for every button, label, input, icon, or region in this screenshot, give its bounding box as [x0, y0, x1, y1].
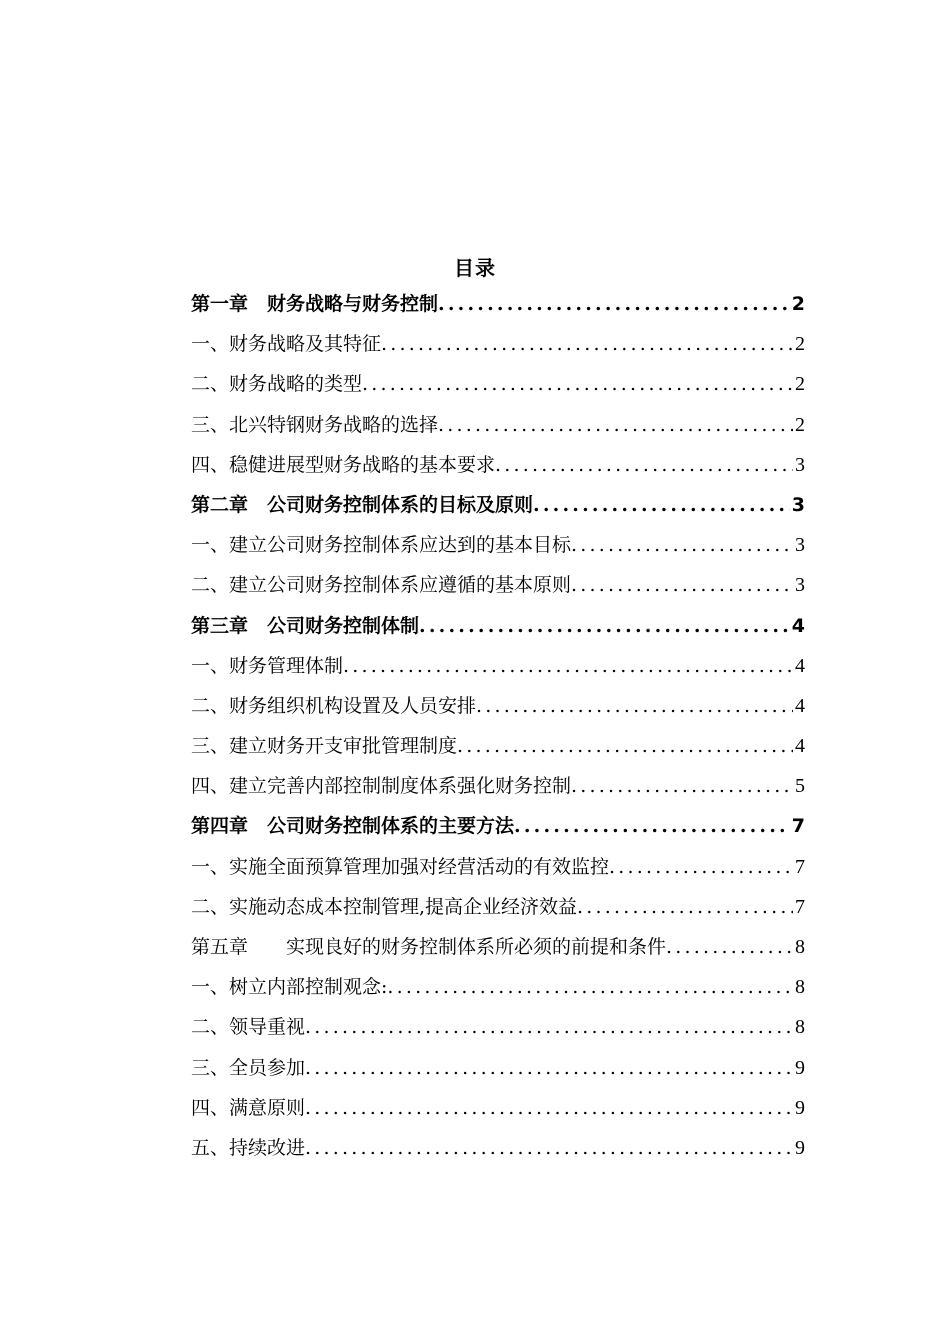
toc-page-number: 7 [791, 815, 805, 838]
toc-entry-label: 二、领导重视 [191, 1016, 306, 1039]
toc-page-number: 4 [791, 614, 805, 637]
toc-entry-label: 四、建立完善内部控制制度体系强化财务控制 [191, 775, 572, 798]
toc-entry-label: 第一章 财务战略与财务控制 [191, 293, 439, 315]
toc-dot-leader [438, 405, 793, 445]
toc-entry-label: 第三章 公司财务控制体制 [191, 614, 420, 637]
toc-entry-label: 一、建立公司财务控制体系应达到的基本目标 [191, 534, 572, 557]
toc-dot-leader [387, 967, 793, 1007]
toc-entry-label: 第四章 公司财务控制体系的主要方法 [191, 815, 515, 838]
toc-dot-leader [571, 766, 793, 806]
toc-dot-leader [495, 445, 793, 485]
toc-section-entry[interactable] [191, 1048, 805, 1088]
toc-dot-leader [533, 485, 790, 525]
toc-section-entry[interactable] [191, 927, 805, 967]
toc-entry-label: 一、财务战略及其特征 [191, 333, 382, 356]
toc-entry-label: 一、树立内部控制观念: [191, 976, 388, 999]
toc-page-number: 2 [795, 373, 805, 396]
toc-chapter-entry[interactable] [191, 485, 805, 525]
toc-dot-leader [571, 565, 793, 605]
toc-chapter-entry[interactable] [191, 284, 805, 324]
toc-page-number: 2 [795, 413, 805, 436]
toc-entry-label: 第五章 实现良好的财务控制体系所必须的前提和条件 [191, 936, 667, 958]
toc-dot-leader [577, 887, 793, 927]
toc-dot-leader [343, 646, 793, 686]
toc-entry-label: 第二章 公司财务控制体系的目标及原则 [191, 493, 534, 516]
toc-dot-leader [457, 726, 793, 766]
toc-section-entry[interactable] [191, 646, 805, 686]
toc-entry-label: 五、持续改进 [191, 1136, 306, 1159]
toc-section-entry[interactable] [191, 324, 805, 364]
toc-page-number: 4 [795, 694, 805, 717]
toc-section-entry[interactable] [191, 1088, 805, 1128]
toc-entry-label: 三、北兴特钢财务战略的选择 [191, 413, 439, 436]
toc-entry-label: 二、建立公司财务控制体系应遵循的基本原则 [191, 574, 572, 597]
toc-dot-leader [305, 1088, 793, 1128]
toc-section-entry[interactable] [191, 726, 805, 766]
toc-section-entry[interactable] [191, 445, 805, 485]
toc-section-entry[interactable] [191, 1128, 805, 1168]
toc-section-entry[interactable] [191, 405, 805, 445]
toc-title: 目录 [454, 256, 496, 280]
toc-entry-label: 三、建立财务开支审批管理制度 [191, 735, 458, 758]
toc-entry-label: 四、满意原则 [191, 1096, 306, 1119]
toc-page-number: 4 [795, 735, 805, 758]
toc-dot-leader [305, 1128, 793, 1168]
toc-page-number: 5 [795, 775, 805, 798]
toc-section-entry[interactable] [191, 525, 805, 565]
toc-page-number: 3 [795, 453, 805, 476]
toc-section-entry[interactable] [191, 847, 805, 887]
toc-page-number: 7 [795, 895, 805, 918]
toc-dot-leader [666, 927, 793, 967]
toc-entry-label: 一、实施全面预算管理加强对经营活动的有效监控 [191, 855, 610, 878]
toc-section-entry[interactable] [191, 887, 805, 927]
toc-section-entry[interactable] [191, 565, 805, 605]
toc-list [191, 284, 805, 1168]
toc-dot-leader [476, 686, 793, 726]
toc-dot-leader [514, 806, 790, 846]
toc-page-number: 8 [795, 936, 805, 958]
toc-page-number: 2 [795, 333, 805, 356]
toc-chapter-entry[interactable] [191, 806, 805, 846]
toc-page-number: 4 [795, 654, 805, 677]
toc-page-number: 9 [795, 1136, 805, 1159]
toc-dot-leader [609, 847, 793, 887]
toc-section-entry[interactable] [191, 686, 805, 726]
toc-dot-leader [419, 606, 790, 646]
toc-page-number: 9 [795, 1096, 805, 1119]
toc-entry-label: 四、稳健进展型财务战略的基本要求 [191, 453, 496, 476]
toc-chapter-entry[interactable] [191, 606, 805, 646]
toc-page-number: 2 [791, 293, 805, 315]
toc-entry-label: 二、实施动态成本控制管理,提高企业经济效益 [191, 895, 578, 918]
toc-dot-leader [305, 1007, 793, 1047]
toc-section-entry[interactable] [191, 1007, 805, 1047]
toc-page-number: 8 [795, 1016, 805, 1039]
toc-page-number: 3 [795, 574, 805, 597]
toc-dot-leader [571, 525, 793, 565]
toc-page-number: 7 [795, 855, 805, 878]
toc-section-entry[interactable] [191, 766, 805, 806]
toc-entry-label: 三、全员参加 [191, 1056, 306, 1079]
toc-entry-label: 一、财务管理体制 [191, 654, 344, 677]
toc-dot-leader [438, 284, 790, 324]
toc-section-entry[interactable] [191, 364, 805, 404]
toc-page-number: 9 [795, 1056, 805, 1079]
toc-section-entry[interactable] [191, 967, 805, 1007]
toc-page-number: 8 [795, 976, 805, 999]
toc-page-number: 3 [795, 534, 805, 557]
toc-entry-label: 二、财务战略的类型 [191, 373, 363, 396]
toc-page-number: 3 [791, 493, 805, 516]
toc-dot-leader [381, 324, 793, 364]
toc-dot-leader [305, 1048, 793, 1088]
toc-dot-leader [362, 364, 793, 404]
toc-entry-label: 二、财务组织机构设置及人员安排 [191, 694, 477, 717]
